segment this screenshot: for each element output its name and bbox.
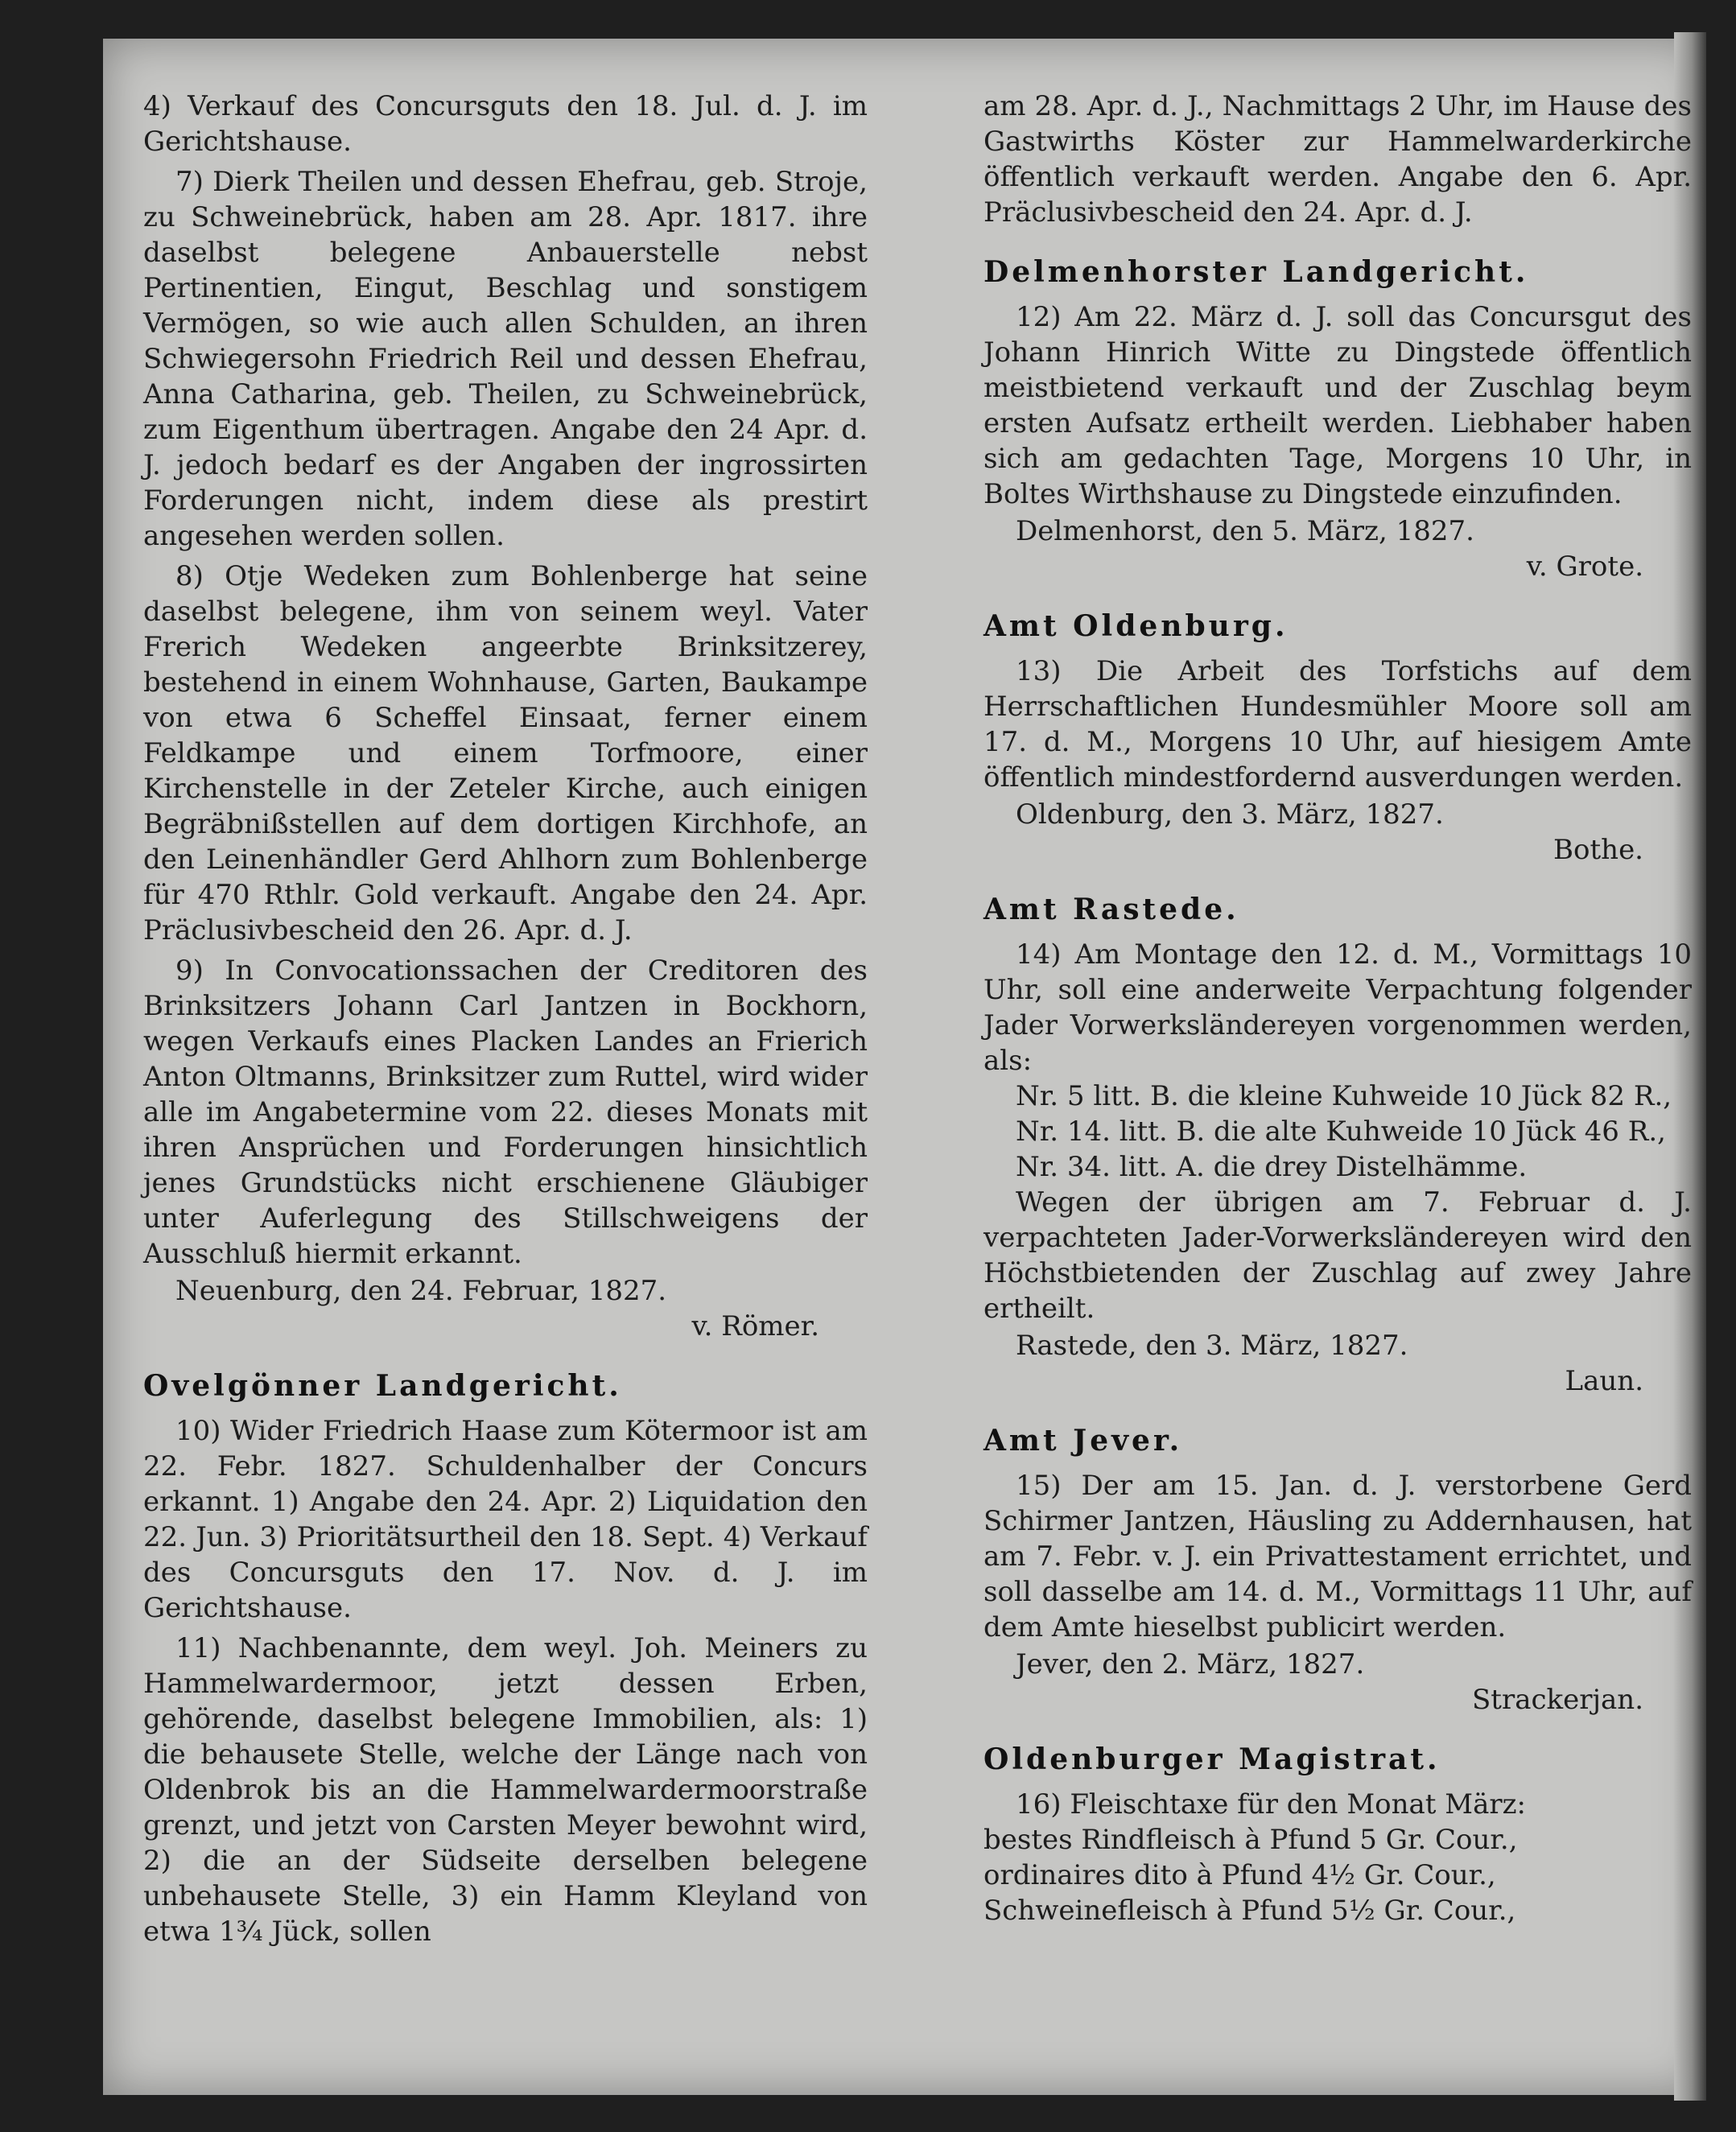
heading-amt-oldenburg: Amt Oldenburg.	[983, 609, 1289, 643]
notice-11: 11) Nachbenannte, dem weyl. Joh. Meiners zu Hammelwardermoor, jetzt dessen Erben, gehörende, daselbst belegene Immobilien, als: 1) die behausete Stelle, welche der Länge nach von Oldenbrok bis an die Hammelwardermoorstraße grenzt, und jetzt von Carsten Meyer bewohnt wird, 2) die an der Südseite derselben belegene unbehausete Stelle, 3) ein Hamm Kleyland von etwa 1¾ Jück, sollen	[143, 1632, 868, 1948]
notice-14: 14) Am Montage den 12. d. M., Vormittags 10 Uhr, soll eine anderweite Verpachtung folgender Jader Vorwerksländereyen vorgenommen werden, als:	[983, 938, 1692, 1077]
list-item: Nr. 14. litt. B. die alte Kuhweide 10 Jück 46 R.,	[1016, 1115, 1666, 1148]
dateline-delmenhorst: Delmenhorst, den 5. März, 1827.	[1016, 515, 1474, 547]
heading-oldenburger-magistrat: Oldenburger Magistrat.	[983, 1742, 1441, 1776]
signature-grote: v. Grote.	[1526, 551, 1643, 583]
notice-11-cont: am 28. Apr. d. J., Nachmittags 2 Uhr, im Hause des Gastwirths Köster zur Hammelwarderkirche öffentlich verkauft werden. Angabe den 6. Apr. Präclusivbescheid den 24. Apr. d. J.	[983, 90, 1692, 229]
heading-amt-jever: Amt Jever.	[983, 1424, 1183, 1458]
list-item: Nr. 34. litt. A. die drey Distelhämme.	[1016, 1151, 1528, 1183]
signature-bothe: Bothe.	[1553, 834, 1643, 866]
notice-4-cont: 4) Verkauf des Concursguts den 18. Jul. d. J. im Gerichtshause.	[143, 90, 868, 158]
right-column	[983, 89, 1692, 1928]
notice-16: 16) Fleischtaxe für den Monat März:	[1016, 1788, 1526, 1821]
notice-12: 12) Am 22. März d. J. soll das Concursgut des Johann Hinrich Witte zu Dingstede öffentlich meistbietend verkauft und der Zuschlag beym ersten Aufsatz ertheilt werden. Liebhaber haben sich am gedachten Tage, Morgens 10 Uhr, in Boltes Wirthshause zu Dingstede einzufinden.	[983, 301, 1692, 510]
signature-laun: Laun.	[1565, 1365, 1643, 1397]
notice-8: 8) Otje Wedeken zum Bohlenberge hat seine daselbst belegene, ihm von seinem weyl. Vater Frerich Wedeken angeerbte Brinksitzerey, bestehend in einem Wohnhause, Garten, Baukampe von etwa 6 Scheffel Einsaat, ferner einem Feldkampe und einem Torfmoore, einer Kirchenstelle in der Zeteler Kirche, auch einigen Begräbnißstellen auf dem dortigen Kirchhofe, an den Leinenhändler Gerd Ahlhorn zum Bohlenberge für 470 Rthlr. Gold verkauft. Angabe den 24. Apr. Präclusivbescheid den 26. Apr. d. J.	[143, 560, 868, 946]
list-item: Nr. 5 litt. B. die kleine Kuhweide 10 Jück 82 R.,	[1016, 1080, 1672, 1112]
notice-7: 7) Dierk Theilen und dessen Ehefrau, geb. Stroje, zu Schweinebrück, haben am 28. Apr. 1817. ihre daselbst belegene Anbauerstelle nebst Pertinentien, Eingut, Beschlag und sonstigem Vermögen, so wie auch allen Schulden, an ihren Schwiegersohn Friedrich Reil und dessen Ehefrau, Anna Catharina, geb. Theilen, zu Schweinebrück, zum Eigenthum übertragen. Angabe den 24 Apr. d. J. jedoch bedarf es der Angaben der ingrossirten Forderungen nicht, indem diese als prestirt angesehen werden sollen.	[143, 166, 868, 552]
meat-price-row: Schweinefleisch à Pfund 5½ Gr. Cour.,	[983, 1895, 1516, 1927]
heading-amt-rastede: Amt Rastede.	[983, 893, 1239, 926]
signature-strackerjan: Strackerjan.	[1471, 1684, 1643, 1716]
dateline-neuenburg: Neuenburg, den 24. Februar, 1827.	[175, 1275, 667, 1307]
dateline-jever: Jever, den 2. März, 1827.	[1016, 1648, 1365, 1680]
heading-ovelgoenne: Ovelgönner Landgericht.	[143, 1369, 622, 1403]
dateline-rastede: Rastede, den 3. März, 1827.	[1016, 1330, 1408, 1362]
meat-price-row: ordinaires dito à Pfund 4½ Gr. Cour.,	[983, 1859, 1496, 1891]
left-column	[143, 89, 868, 1949]
meat-price-row: bestes Rindfleisch à Pfund 5 Gr. Cour.,	[983, 1824, 1518, 1856]
signature-roemer: v. Römer.	[691, 1310, 819, 1342]
notice-13: 13) Die Arbeit des Torfstichs auf dem Herrschaftlichen Hundesmühler Moore soll am 17. d. M., Morgens 10 Uhr, auf hiesigem Amte öffentlich mindestfordernd ausverdungen werden.	[983, 655, 1692, 794]
dateline-oldenburg: Oldenburg, den 3. März, 1827.	[1016, 798, 1444, 831]
notice-9: 9) In Convocationssachen der Creditoren des Brinksitzers Johann Carl Jantzen in Bockhorn, wegen Verkaufs eines Placken Landes an Frierich Anton Oltmanns, Brinksitzer zum Ruttel, wird wider alle im Angabetermine vom 22. dieses Monats mit ihren Ansprüchen und Forderungen hinsichtlich jenes Grundstücks nicht erschienene Gläubiger unter Auferlegung des Stillschweigens der Ausschluß hiermit erkannt.	[143, 955, 868, 1270]
heading-delmenhorst: Delmenhorster Landgericht.	[983, 255, 1529, 289]
notice-15: 15) Der am 15. Jan. d. J. verstorbene Gerd Schirmer Jantzen, Häusling zu Addernhausen, hat am 7. Febr. v. J. ein Privattestament errichtet, und soll dasselbe am 14. d. M., Vormittags 11 Uhr, auf dem Amte hieselbst publicirt werden.	[983, 1470, 1692, 1643]
notice-10: 10) Wider Friedrich Haase zum Kötermoor ist am 22. Febr. 1827. Schuldenhalber der Concurs erkannt. 1) Angabe den 24. Apr. 2) Liquidation den 22. Jun. 3) Prioritätsurtheil den 18. Sept. 4) Verkauf des Concursguts den 17. Nov. d. J. im Gerichtshause.	[143, 1415, 868, 1624]
notice-14-b: Wegen der übrigen am 7. Februar d. J. verpachteten Jader-Vorwerksländereyen wird den Höchstbietenden der Zuschlag auf zwey Jahre ertheilt.	[983, 1186, 1692, 1325]
